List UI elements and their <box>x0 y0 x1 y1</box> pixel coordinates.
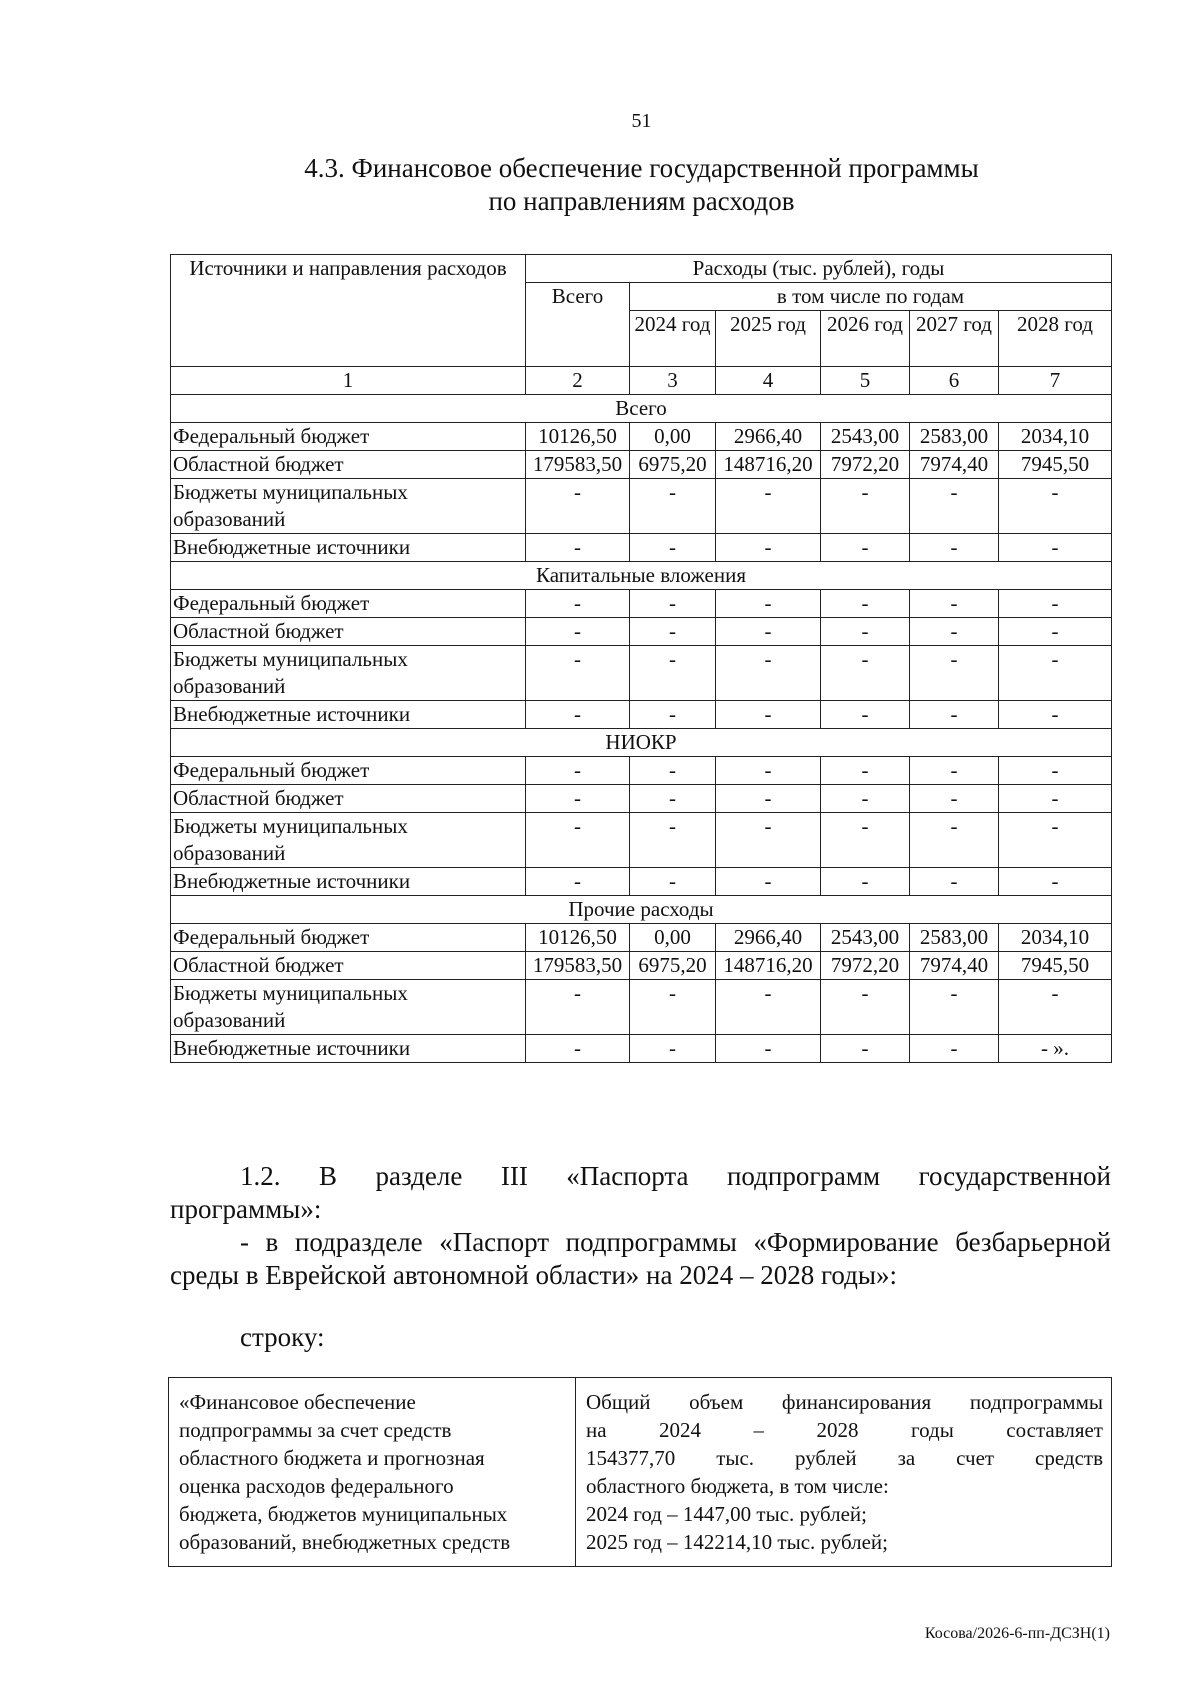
value-cell: - <box>821 618 910 646</box>
value-cell: - <box>999 813 1112 868</box>
row-label: Областной бюджет <box>171 451 526 479</box>
value-cell: - <box>526 618 630 646</box>
row-label: Областной бюджет <box>171 618 526 646</box>
table-row <box>171 757 1112 785</box>
passport-left-line: образований, внебюджетных средств <box>179 1530 511 1554</box>
value-cell: - <box>821 646 910 701</box>
passport-right-line: 2024 год – 1447,00 тыс. рублей; <box>586 1502 868 1526</box>
table-row <box>171 618 1112 646</box>
value-cell: - <box>999 646 1112 701</box>
col-number: 7 <box>999 367 1112 395</box>
col-number: 2 <box>526 367 630 395</box>
passport-right-line: на 2024 – 2028 годы составляет <box>586 1418 1103 1442</box>
value-cell: - <box>910 757 999 785</box>
value-cell: 0,00 <box>630 924 716 952</box>
section-heading: Всего <box>171 395 1112 423</box>
value-cell: - <box>910 1035 999 1063</box>
value-cell: - <box>630 1035 716 1063</box>
value-cell: - <box>821 701 910 729</box>
section-title <box>0 152 1200 218</box>
paragraph-subsection-line-1: - в подразделе «Паспорт подпрограммы «Формирование безбарьерной <box>240 1227 1111 1257</box>
value-cell: 7974,40 <box>910 451 999 479</box>
value-cell: - <box>910 534 999 562</box>
page-number: 51 <box>631 110 652 132</box>
section-heading: Капитальные вложения <box>171 562 1112 590</box>
title-line-1: 4.3. Финансовое обеспечение государственной программы <box>304 153 979 183</box>
passport-right-cell <box>576 1378 1112 1567</box>
value-cell: - <box>526 785 630 813</box>
section-heading: НИОКР <box>171 729 1112 757</box>
col-number: 1 <box>171 367 526 395</box>
value-cell: - <box>821 479 910 534</box>
value-cell: - <box>999 479 1112 534</box>
passport-left-cell <box>169 1378 576 1567</box>
row-label: Федеральный бюджет <box>171 924 526 952</box>
passport-right-line: областного бюджета, в том числе: <box>586 1474 889 1498</box>
paragraph-subsection <box>170 1226 1111 1292</box>
value-cell: - <box>630 646 716 701</box>
document-code: Косова/2026-6-пп-ДСЗН(1) <box>924 1625 1110 1642</box>
value-cell: 6975,20 <box>630 952 716 980</box>
paragraph-1-2-line-2: программы»: <box>170 1194 322 1224</box>
passport-left-line: областного бюджета и прогнозная <box>179 1446 485 1470</box>
passport-right-line: Общий объем финансирования подпрограммы <box>586 1390 1103 1414</box>
value-cell: - <box>999 590 1112 618</box>
value-cell: 2966,40 <box>716 423 821 451</box>
row-label: Внебюджетные источники <box>171 534 526 562</box>
passport-left-line: подпрограммы за счет средств <box>179 1418 452 1442</box>
value-cell: - <box>999 980 1112 1035</box>
value-cell: - <box>630 757 716 785</box>
value-cell: - <box>630 980 716 1035</box>
value-cell: - <box>821 785 910 813</box>
paragraph-1-2-line-1: 1.2. В разделе III «Паспорта подпрограмм государственной <box>240 1161 1111 1191</box>
value-cell: 10126,50 <box>526 924 630 952</box>
value-cell: 7974,40 <box>910 952 999 980</box>
paragraph-1-2 <box>170 1160 1111 1226</box>
passport-right-line: 2025 год – 142214,10 тыс. рублей; <box>586 1530 889 1554</box>
row-label: Внебюджетные источники <box>171 1035 526 1063</box>
value-cell: - <box>630 785 716 813</box>
value-cell: - <box>821 868 910 896</box>
row-label: Федеральный бюджет <box>171 423 526 451</box>
value-cell: - <box>716 590 821 618</box>
table-row <box>171 590 1112 618</box>
value-cell: 2583,00 <box>910 924 999 952</box>
header-by-years: в том числе по годам <box>630 283 1112 311</box>
table-row <box>171 646 1112 701</box>
value-cell: - <box>716 868 821 896</box>
value-cell: - <box>999 534 1112 562</box>
value-cell: 2966,40 <box>716 924 821 952</box>
value-cell: - <box>910 980 999 1035</box>
value-cell: 7972,20 <box>821 952 910 980</box>
table-row <box>171 423 1112 451</box>
table-row <box>171 701 1112 729</box>
row-label: Федеральный бюджет <box>171 757 526 785</box>
row-label: Бюджеты муниципальных образований <box>171 980 526 1035</box>
value-cell: - <box>910 701 999 729</box>
table-row <box>171 451 1112 479</box>
value-cell: - <box>526 868 630 896</box>
row-label: Внебюджетные источники <box>171 868 526 896</box>
col-number: 5 <box>821 367 910 395</box>
header-sources: Источники и направления расходов <box>171 255 526 367</box>
value-cell: - <box>526 701 630 729</box>
value-cell: - <box>526 590 630 618</box>
value-cell: - <box>999 757 1112 785</box>
value-cell: - <box>630 534 716 562</box>
table-row <box>171 980 1112 1035</box>
value-cell: - <box>999 701 1112 729</box>
row-label: Бюджеты муниципальных образований <box>171 479 526 534</box>
value-cell: - <box>910 646 999 701</box>
value-cell: - <box>999 868 1112 896</box>
table-row <box>171 868 1112 896</box>
header-year-2026: 2026 год <box>821 311 910 367</box>
value-cell: - <box>716 618 821 646</box>
value-cell: 2034,10 <box>999 423 1112 451</box>
passport-left-line: «Финансовое обеспечение <box>179 1390 416 1414</box>
value-cell: - <box>630 868 716 896</box>
value-cell: - <box>910 618 999 646</box>
table-row <box>171 479 1112 534</box>
value-cell: - <box>821 534 910 562</box>
value-cell: - <box>526 757 630 785</box>
value-cell: - ». <box>999 1035 1112 1063</box>
header-total: Всего <box>526 283 630 367</box>
value-cell: 2543,00 <box>821 924 910 952</box>
value-cell: - <box>716 534 821 562</box>
passport-table <box>168 1377 1112 1567</box>
value-cell: - <box>910 590 999 618</box>
table-row <box>171 785 1112 813</box>
value-cell: - <box>716 980 821 1035</box>
table-row <box>171 952 1112 980</box>
paragraph-line-word: строку: <box>240 1322 325 1352</box>
value-cell: - <box>716 1035 821 1063</box>
value-cell: - <box>526 534 630 562</box>
row-label: Внебюджетные источники <box>171 701 526 729</box>
value-cell: - <box>821 757 910 785</box>
value-cell: - <box>716 757 821 785</box>
value-cell: - <box>630 590 716 618</box>
section-heading: Прочие расходы <box>171 896 1112 924</box>
header-year-2028: 2028 год <box>999 311 1112 367</box>
row-label: Областной бюджет <box>171 785 526 813</box>
value-cell: 7945,50 <box>999 451 1112 479</box>
value-cell: 148716,20 <box>716 451 821 479</box>
table-row <box>171 924 1112 952</box>
row-label: Федеральный бюджет <box>171 590 526 618</box>
value-cell: - <box>821 980 910 1035</box>
paragraph-subsection-line-2: среды в Еврейской автономной области» на 2024 – 2028 годы»: <box>170 1260 897 1290</box>
value-cell: - <box>526 980 630 1035</box>
value-cell: 0,00 <box>630 423 716 451</box>
value-cell: - <box>526 1035 630 1063</box>
title-line-2: по направлениям расходов <box>488 186 795 216</box>
table-row <box>171 534 1112 562</box>
value-cell: 2543,00 <box>821 423 910 451</box>
col-number: 6 <box>910 367 999 395</box>
value-cell: 148716,20 <box>716 952 821 980</box>
value-cell: - <box>716 813 821 868</box>
col-number: 4 <box>716 367 821 395</box>
value-cell: - <box>526 813 630 868</box>
value-cell: - <box>910 785 999 813</box>
value-cell: - <box>821 1035 910 1063</box>
value-cell: - <box>630 618 716 646</box>
value-cell: - <box>630 701 716 729</box>
financing-table <box>170 254 1112 1063</box>
value-cell: - <box>716 646 821 701</box>
value-cell: - <box>630 813 716 868</box>
table-row <box>171 1035 1112 1063</box>
header-year-2027: 2027 год <box>910 311 999 367</box>
passport-left-line: бюджета, бюджетов муниципальных <box>179 1502 508 1526</box>
passport-right-line: 154377,70 тыс. рублей за счет средств <box>586 1446 1103 1470</box>
row-label: Бюджеты муниципальных образований <box>171 646 526 701</box>
header-year-2024: 2024 год <box>630 311 716 367</box>
value-cell: 7972,20 <box>821 451 910 479</box>
value-cell: 6975,20 <box>630 451 716 479</box>
header-expenses: Расходы (тыс. рублей), годы <box>526 255 1112 283</box>
value-cell: 10126,50 <box>526 423 630 451</box>
passport-left-line: оценка расходов федерального <box>179 1474 454 1498</box>
col-number: 3 <box>630 367 716 395</box>
value-cell: - <box>526 646 630 701</box>
value-cell: 2583,00 <box>910 423 999 451</box>
value-cell: - <box>716 785 821 813</box>
value-cell: - <box>716 479 821 534</box>
value-cell: - <box>999 785 1112 813</box>
value-cell: 2034,10 <box>999 924 1112 952</box>
value-cell: - <box>821 813 910 868</box>
value-cell: - <box>821 590 910 618</box>
value-cell: 179583,50 <box>526 451 630 479</box>
row-label: Областной бюджет <box>171 952 526 980</box>
value-cell: 7945,50 <box>999 952 1112 980</box>
value-cell: - <box>910 479 999 534</box>
value-cell: - <box>999 618 1112 646</box>
value-cell: 179583,50 <box>526 952 630 980</box>
value-cell: - <box>910 813 999 868</box>
table-row <box>171 813 1112 868</box>
value-cell: - <box>526 479 630 534</box>
value-cell: - <box>910 868 999 896</box>
value-cell: - <box>630 479 716 534</box>
value-cell: - <box>716 701 821 729</box>
header-year-2025: 2025 год <box>716 311 821 367</box>
row-label: Бюджеты муниципальных образований <box>171 813 526 868</box>
